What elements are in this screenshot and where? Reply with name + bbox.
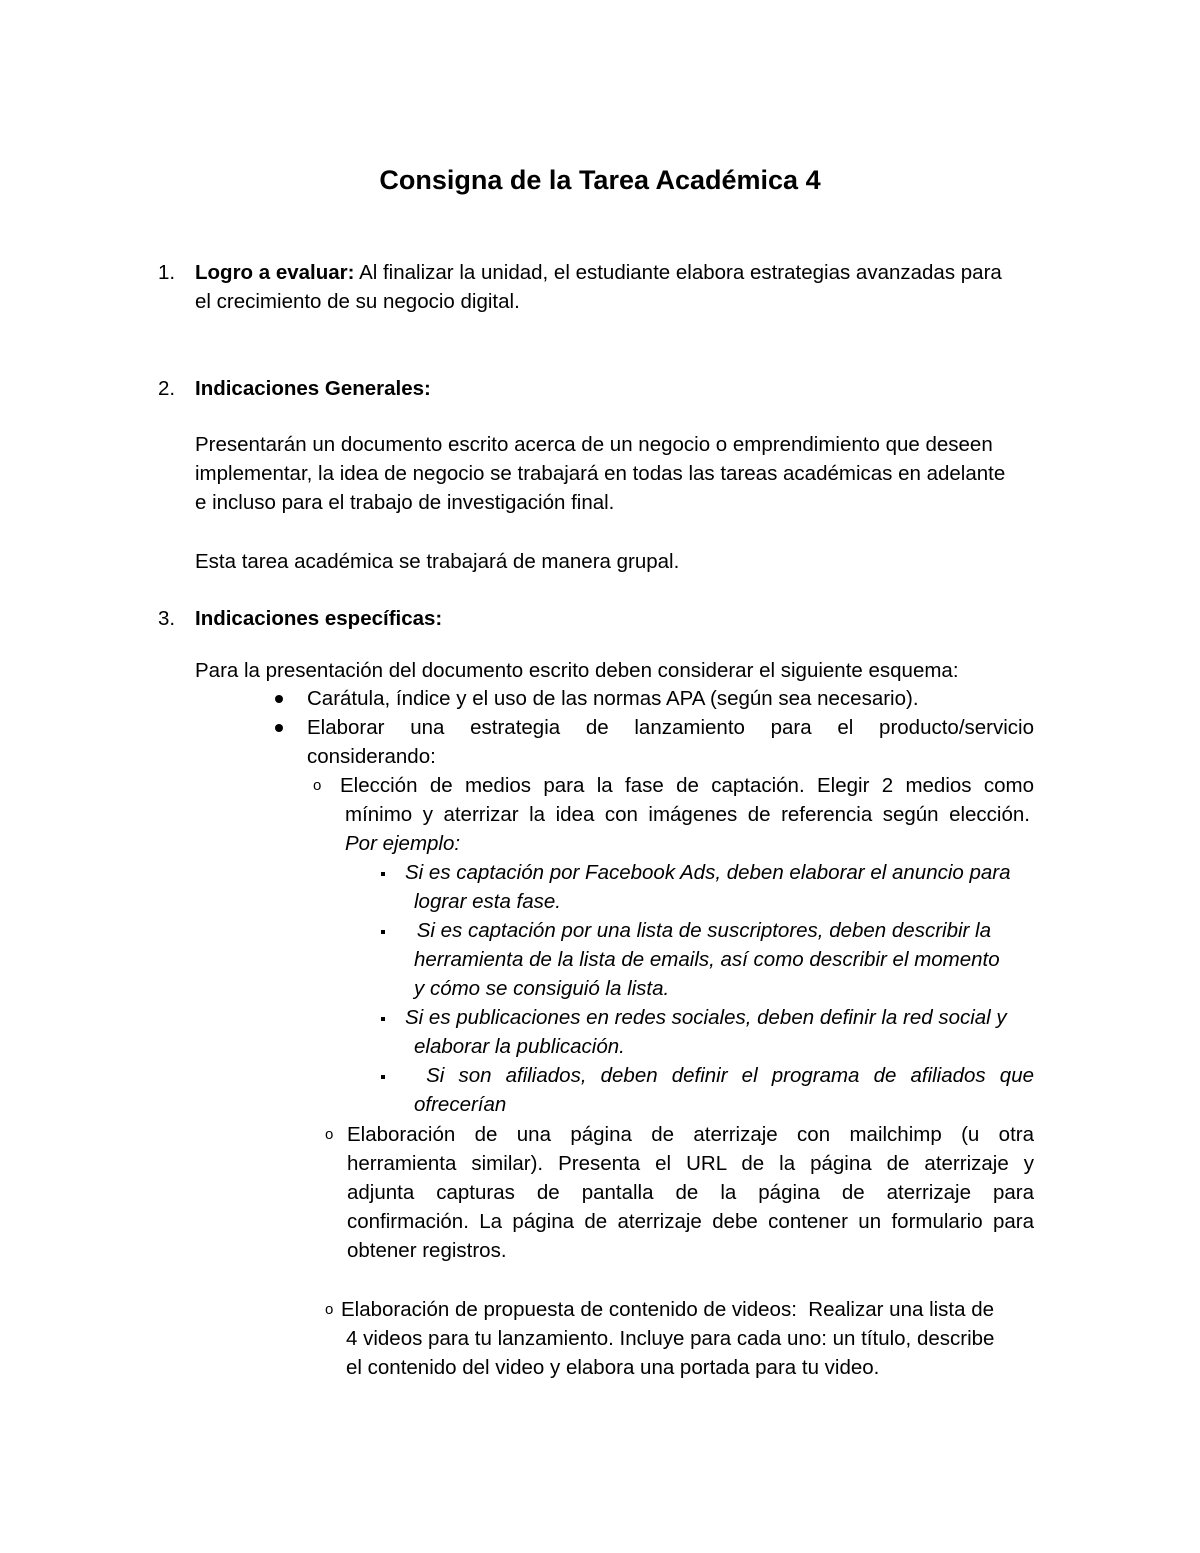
sub-item-3-marker: o bbox=[325, 1301, 334, 1318]
sub-item-2-marker: o bbox=[325, 1126, 334, 1143]
example-4-line-1: Si son afiliados, deben definir el programa de afiliados que bbox=[412, 1064, 1034, 1087]
section-3-heading: Indicaciones específicas: bbox=[195, 607, 443, 630]
sub-item-3-line-2: 4 videos para tu lanzamiento. Incluye para cada uno: un título, describe bbox=[346, 1327, 995, 1350]
section-1-text: Al finalizar la unidad, el estudiante elabora estrategias avanzadas para bbox=[354, 261, 1002, 284]
section-2-para-2: Esta tarea académica se trabajará de manera grupal. bbox=[195, 550, 680, 573]
document-title: Consigna de la Tarea Académica 4 bbox=[379, 165, 821, 195]
sub-item-2-line-5: obtener registros. bbox=[347, 1239, 507, 1262]
bullet-2-line-1: Elaborar una estrategia de lanzamiento para el producto/servicio bbox=[307, 716, 1034, 739]
square-bullet-icon bbox=[381, 930, 385, 934]
example-3-line-1: Si es publicaciones en redes sociales, deben definir la red social y bbox=[405, 1006, 1007, 1029]
example-2-line-2: herramienta de la lista de emails, así como describir el momento bbox=[414, 948, 1000, 971]
sub-item-2-line-2: herramienta similar). Presenta el URL de la página de aterrizaje y bbox=[347, 1152, 1034, 1175]
bullet-1-line-1: Carátula, índice y el uso de las normas APA (según sea necesario). bbox=[307, 687, 919, 710]
bullet-dot-icon bbox=[275, 724, 283, 732]
sub-item-1-line-3: Por ejemplo: bbox=[345, 832, 461, 855]
example-4-line-2: ofrecerían bbox=[414, 1093, 507, 1116]
sub-item-2-line-3: adjunta capturas de pantalla de la página de aterrizaje para bbox=[347, 1181, 1034, 1204]
bullet-2-line-2: considerando: bbox=[307, 745, 436, 768]
section-3-number: 3. bbox=[158, 607, 176, 630]
sub-item-3-line-1: Elaboración de propuesta de contenido de videos: Realizar una lista de bbox=[341, 1298, 995, 1321]
section-1-line-1 bbox=[195, 258, 1002, 287]
section-2-number: 2. bbox=[158, 377, 176, 400]
section-1-heading: Logro a evaluar: bbox=[195, 261, 355, 284]
example-1-line-2: lograr esta fase. bbox=[414, 890, 561, 913]
sub-item-1-marker: o bbox=[313, 777, 322, 794]
sub-item-2-line-4: confirmación. La página de aterrizaje debe contener un formulario para bbox=[347, 1210, 1034, 1233]
section-2-para-line-3: e incluso para el trabajo de investigación final. bbox=[195, 491, 615, 514]
section-2-heading: Indicaciones Generales: bbox=[195, 377, 431, 400]
example-3-line-2: elaborar la publicación. bbox=[414, 1035, 625, 1058]
square-bullet-icon bbox=[381, 1017, 385, 1021]
sub-item-3-line-3: el contenido del video y elabora una portada para tu video. bbox=[346, 1356, 880, 1379]
section-2-para-line-1: Presentarán un documento escrito acerca de un negocio o emprendimiento que deseen bbox=[195, 433, 993, 456]
section-1-number: 1. bbox=[158, 261, 176, 284]
example-2-line-3: y cómo se consiguió la lista. bbox=[414, 977, 670, 1000]
example-1-line-1: Si es captación por Facebook Ads, deben elaborar el anuncio para bbox=[405, 861, 1011, 884]
bullet-dot-icon bbox=[275, 695, 283, 703]
sub-item-1-line-1: Elección de medios para la fase de captación. Elegir 2 medios como bbox=[340, 774, 1034, 797]
sub-item-1-line-2: mínimo y aterrizar la idea con imágenes de referencia según elección. bbox=[345, 803, 1030, 826]
example-2-line-1: Si es captación por una lista de suscriptores, deben describir la bbox=[411, 919, 992, 942]
section-1-line-2: el crecimiento de su negocio digital. bbox=[195, 290, 520, 313]
sub-item-2-line-1: Elaboración de una página de aterrizaje con mailchimp (u otra bbox=[347, 1123, 1034, 1146]
section-2-para-line-2: implementar, la idea de negocio se trabajará en todas las tareas académicas en adelante bbox=[195, 462, 1006, 485]
section-3-intro: Para la presentación del documento escrito deben considerar el siguiente esquema: bbox=[195, 659, 959, 682]
square-bullet-icon bbox=[381, 1075, 385, 1079]
square-bullet-icon bbox=[381, 872, 385, 876]
